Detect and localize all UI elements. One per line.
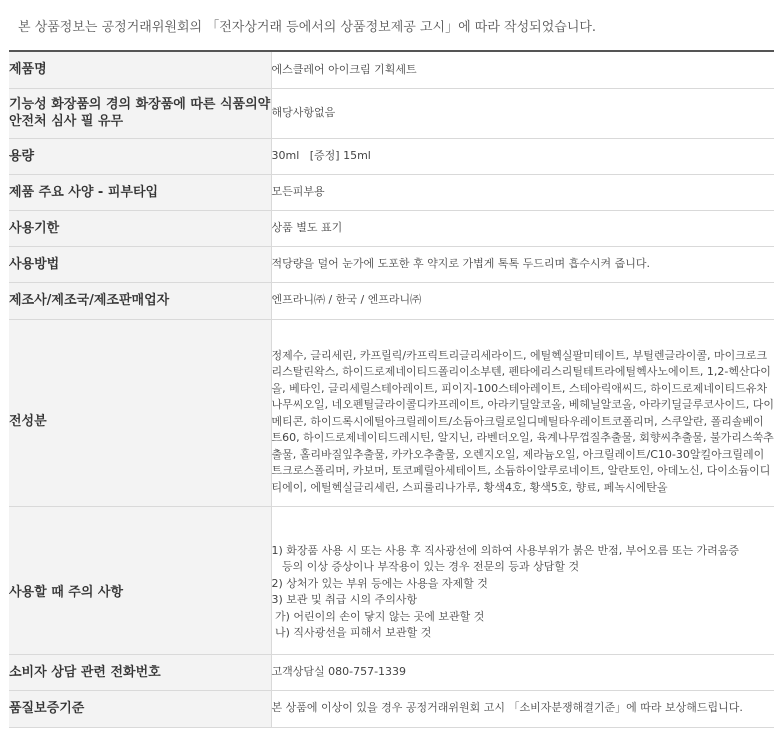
row-value-usage: 적당량을 덜어 눈가에 도포한 후 약지로 가볍게 톡톡 두드리며 흡수시켜 줍니다. (271, 246, 774, 282)
caution-line: 1) 화장품 사용 시 또는 사용 후 직사광선에 의하여 사용부위가 붉은 반점, 부어오름 또는 가려움증 (271, 543, 740, 557)
row-label-product-name: 제품명 (9, 51, 271, 88)
row-label-ingredients: 전성분 (9, 319, 271, 506)
row-label-manufacturer: 제조사/제조국/제조판매업자 (9, 282, 271, 319)
row-label-consumer-phone: 소비자 상담 관련 전화번호 (9, 654, 271, 690)
row-label-skin-type: 제품 주요 사양 - 피부타입 (9, 174, 271, 210)
row-value-functional-review: 해당사항없음 (271, 88, 774, 138)
caution-line: 나) 직사광선을 피해서 보관할 것 (271, 626, 432, 639)
table-row (9, 246, 774, 282)
table-row (9, 282, 774, 319)
row-label-caution: 사용할 때 주의 사항 (9, 506, 271, 654)
caution-line: 가) 어린이의 손이 닿지 않는 곳에 보관할 것 (271, 609, 485, 623)
row-label-capacity: 용량 (9, 138, 271, 174)
table-row (9, 174, 774, 210)
row-value-skin-type: 모든피부용 (271, 174, 774, 210)
product-info-table (9, 50, 774, 728)
row-value-consumer-phone: 고객상담실 080-757-1339 (271, 654, 774, 690)
row-value-quality-guarantee: 본 상품에 이상이 있을 경우 공정거래위원회 고시 「소비자분쟁해결기준」에 따라 보상해드립니다. (271, 690, 774, 727)
table-row (9, 51, 774, 88)
row-label-expiry: 사용기한 (9, 210, 271, 246)
row-value-expiry: 상품 별도 표기 (271, 210, 774, 246)
row-value-capacity: 30ml [증정] 15ml (271, 138, 774, 174)
table-row (9, 138, 774, 174)
row-label-functional-review: 기능성 화장품의 경의 화장품에 따른 식품의약안전처 심사 필 유무 (9, 88, 271, 138)
caution-line: 등의 이상 증상이나 부작용이 있는 경우 전문의 등과 상담할 것 (271, 560, 580, 573)
caution-line: 2) 상처가 있는 부위 등에는 사용을 자제할 것 (271, 576, 488, 590)
row-value-product-name: 에스클레어 아이크림 기획세트 (271, 51, 774, 88)
table-row (9, 88, 774, 138)
row-value-manufacturer: 엔프라니㈜ / 한국 / 엔프라니㈜ (271, 282, 774, 319)
notice-intro: 본 상품정보는 공정거래위원회의 「전자상거래 등에서의 상품정보제공 고시」에 따라 작성되었습니다. (18, 20, 597, 35)
caution-line: 3) 보관 및 취급 시의 주의사항 (271, 593, 418, 606)
table-row (9, 654, 774, 690)
row-value-caution (271, 506, 774, 654)
table-row (9, 506, 774, 654)
row-value-ingredients: 정제수, 글리세린, 카프릴릭/카프릭트리글리세라이드, 에틸헥실팔미테이트, 부틸렌글라이콜, 마이크로크리스탈린왁스, 하이드로제네이티드폴리이소부텐, 펜타에리스리틸테트라에틸헥사노에이트, 1,2-헥산다이올, 베타인, 글리세릴스테아레이트, 피이지-100스테아레이트, 스테아릭애씨드, 하이드로제네이티드유차나무씨오일, 네오펜틸글라이콜디카프레이트, 아라키딜알코올, 베헤닐알코올, 아라키딜글루코사이드, 다이메티콘, 하이드록시에틸아크릴레이트/소듐아크릴로일디메틸타우레이트코폴리머, 스쿠알란, 폴리솔베이트60, 하이드로제네이티드레시틴, 알지닌, 라벤더오일, 육계나무껍질추출물, 회향씨추출물, 불가리스쑥추출물, 홀리바질잎추출물, 카카오추출물, 오렌지오일, 제라늄오일, 아크릴레이트/C10-30알킬아크릴레이트크로스폴리머, 카보머, 토코페릴아세테이트, 소듐하이알루로네이트, 알란토인, 아데노신, 다이소듐이디티에이, 에틸헥실글리세린, 스피룰리나가루, 황색4호, 황색5호, 향료, 페녹시에탄올 (271, 319, 774, 506)
row-label-usage: 사용방법 (9, 246, 271, 282)
table-row (9, 690, 774, 727)
table-row (9, 210, 774, 246)
table-row (9, 319, 774, 506)
row-label-quality-guarantee: 품질보증기준 (9, 690, 271, 727)
